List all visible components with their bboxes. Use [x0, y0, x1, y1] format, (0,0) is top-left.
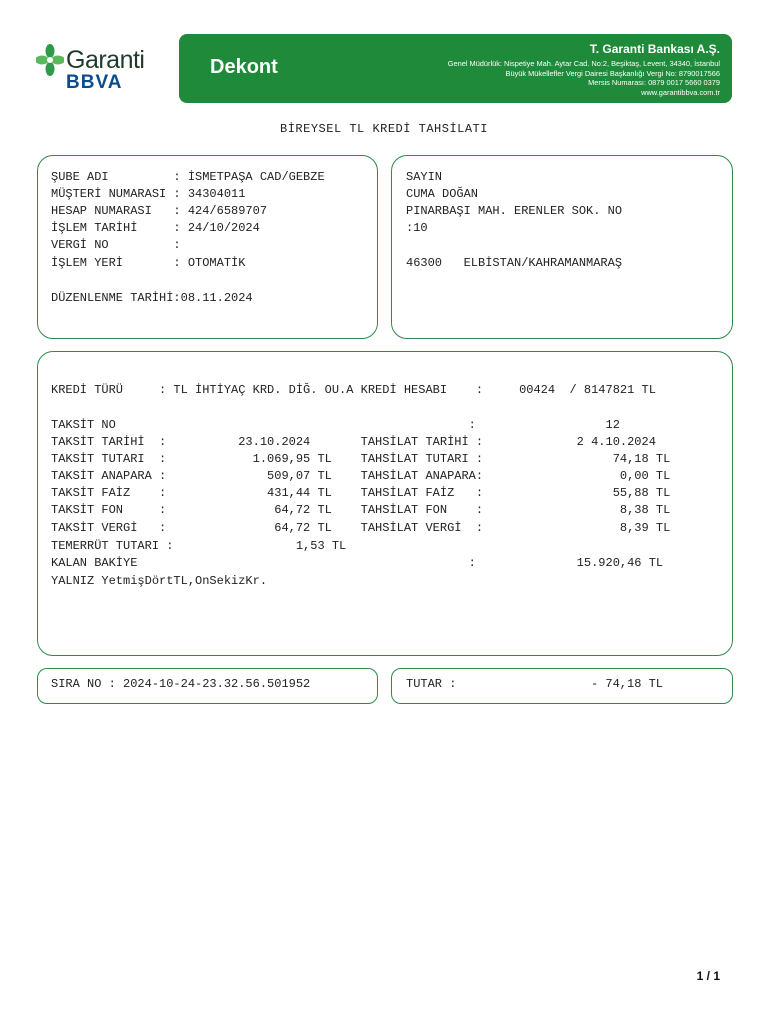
- logo-sub-brand-text: BBVA: [66, 72, 123, 93]
- logo-brand-text: Garanti: [66, 46, 145, 74]
- issue-date-line: DÜZENLENME TARİHİ:08.11.2024: [51, 291, 253, 305]
- document-title: BİREYSEL TL KREDİ TAHSİLATI: [280, 122, 488, 136]
- account-number-line: HESAP NUMARASI : 424/6589707: [51, 204, 268, 218]
- fund-line: TAKSİT FON : 64,72 TL TAHSİLAT FON : 8,38 TL: [51, 503, 671, 517]
- clover-logo-icon: [36, 44, 64, 76]
- installment-number-line: TAKSİT NO : 12: [51, 418, 620, 432]
- bank-tax-line: Büyük Mükellefler Vergi Dairesi Başkanlığı Vergi No: 8790017566: [505, 68, 720, 78]
- sequence-number-text: SIRA NO : 2024-10-24-23.32.56.501952: [51, 677, 311, 691]
- remaining-balance-line: KALAN BAKİYE : 15.920,46 TL: [51, 556, 664, 570]
- total-value: - 74,18 TL: [591, 677, 664, 691]
- installment-amount-line: TAKSİT TUTARI : 1.069,95 TL TAHSİLAT TUTARI : 74,18 TL: [51, 452, 671, 466]
- transaction-date-line: İŞLEM TARİHİ : 24/10/2024: [51, 221, 260, 235]
- bank-name: T. Garanti Bankası A.Ş.: [589, 42, 720, 56]
- document-type-title: Dekont: [210, 56, 278, 78]
- principal-line: TAKSİT ANAPARA : 509,07 TL TAHSİLAT ANAPARA: 0,00 TL: [51, 469, 671, 483]
- interest-line: TAKSİT FAİZ : 431,44 TL TAHSİLAT FAİZ : 55,88 TL: [51, 486, 671, 500]
- transaction-place-line: İŞLEM YERİ : OTOMATİK: [51, 256, 246, 270]
- loan-type-line: KREDİ TÜRÜ : TL İHTİYAÇ KRD. DİĞ. OU.A KREDİ HESABI : 00424 / 8147821 TL: [51, 383, 656, 397]
- header-banner: [179, 34, 732, 103]
- address-line-1: PINARBAŞI MAH. ERENLER SOK. NO: [406, 204, 623, 218]
- tax-number-line: VERGİ NO :: [51, 238, 181, 252]
- bank-info: [448, 42, 720, 97]
- default-amount-line: TEMERRÜT TUTARI : 1,53 TL: [51, 539, 347, 553]
- bank-website-link[interactable]: www.garantibbva.com.tr: [641, 87, 720, 97]
- customer-address-box: [391, 155, 733, 339]
- bank-address-line: Genel Müdürlük: Nispetiye Mah. Aytar Cad. No:2, Beşiktaş, Levent, 34340, İstanbul: [447, 59, 720, 68]
- page-number: 1 / 1: [696, 969, 720, 983]
- postal-city-line: 46300 ELBİSTAN/KAHRAMANMARAŞ: [406, 256, 623, 270]
- address-line-2: :10: [406, 221, 428, 235]
- total-label: TUTAR :: [406, 677, 457, 691]
- amount-in-words-line: YALNIZ YetmişDörtTL,OnSekizKr.: [51, 574, 268, 588]
- garanti-bbva-logo: [36, 42, 156, 98]
- branch-name-line: ŞUBE ADI : İSMETPAŞA CAD/GEBZE: [51, 170, 325, 184]
- bank-mersis-line: Mersis Numarası: 0879 0017 5660 0379: [588, 78, 720, 88]
- tax-line: TAKSİT VERGİ : 64,72 TL TAHSİLAT VERGİ : 8,39 TL: [51, 521, 671, 535]
- customer-name-line: CUMA DOĞAN: [406, 187, 479, 201]
- salutation-line: SAYIN: [406, 170, 443, 184]
- installment-date-line: TAKSİT TARİHİ : 23.10.2024 TAHSİLAT TARİHİ : 2 4.10.2024: [51, 435, 656, 449]
- customer-number-line: MÜŞTERİ NUMARASI : 34304011: [51, 187, 246, 201]
